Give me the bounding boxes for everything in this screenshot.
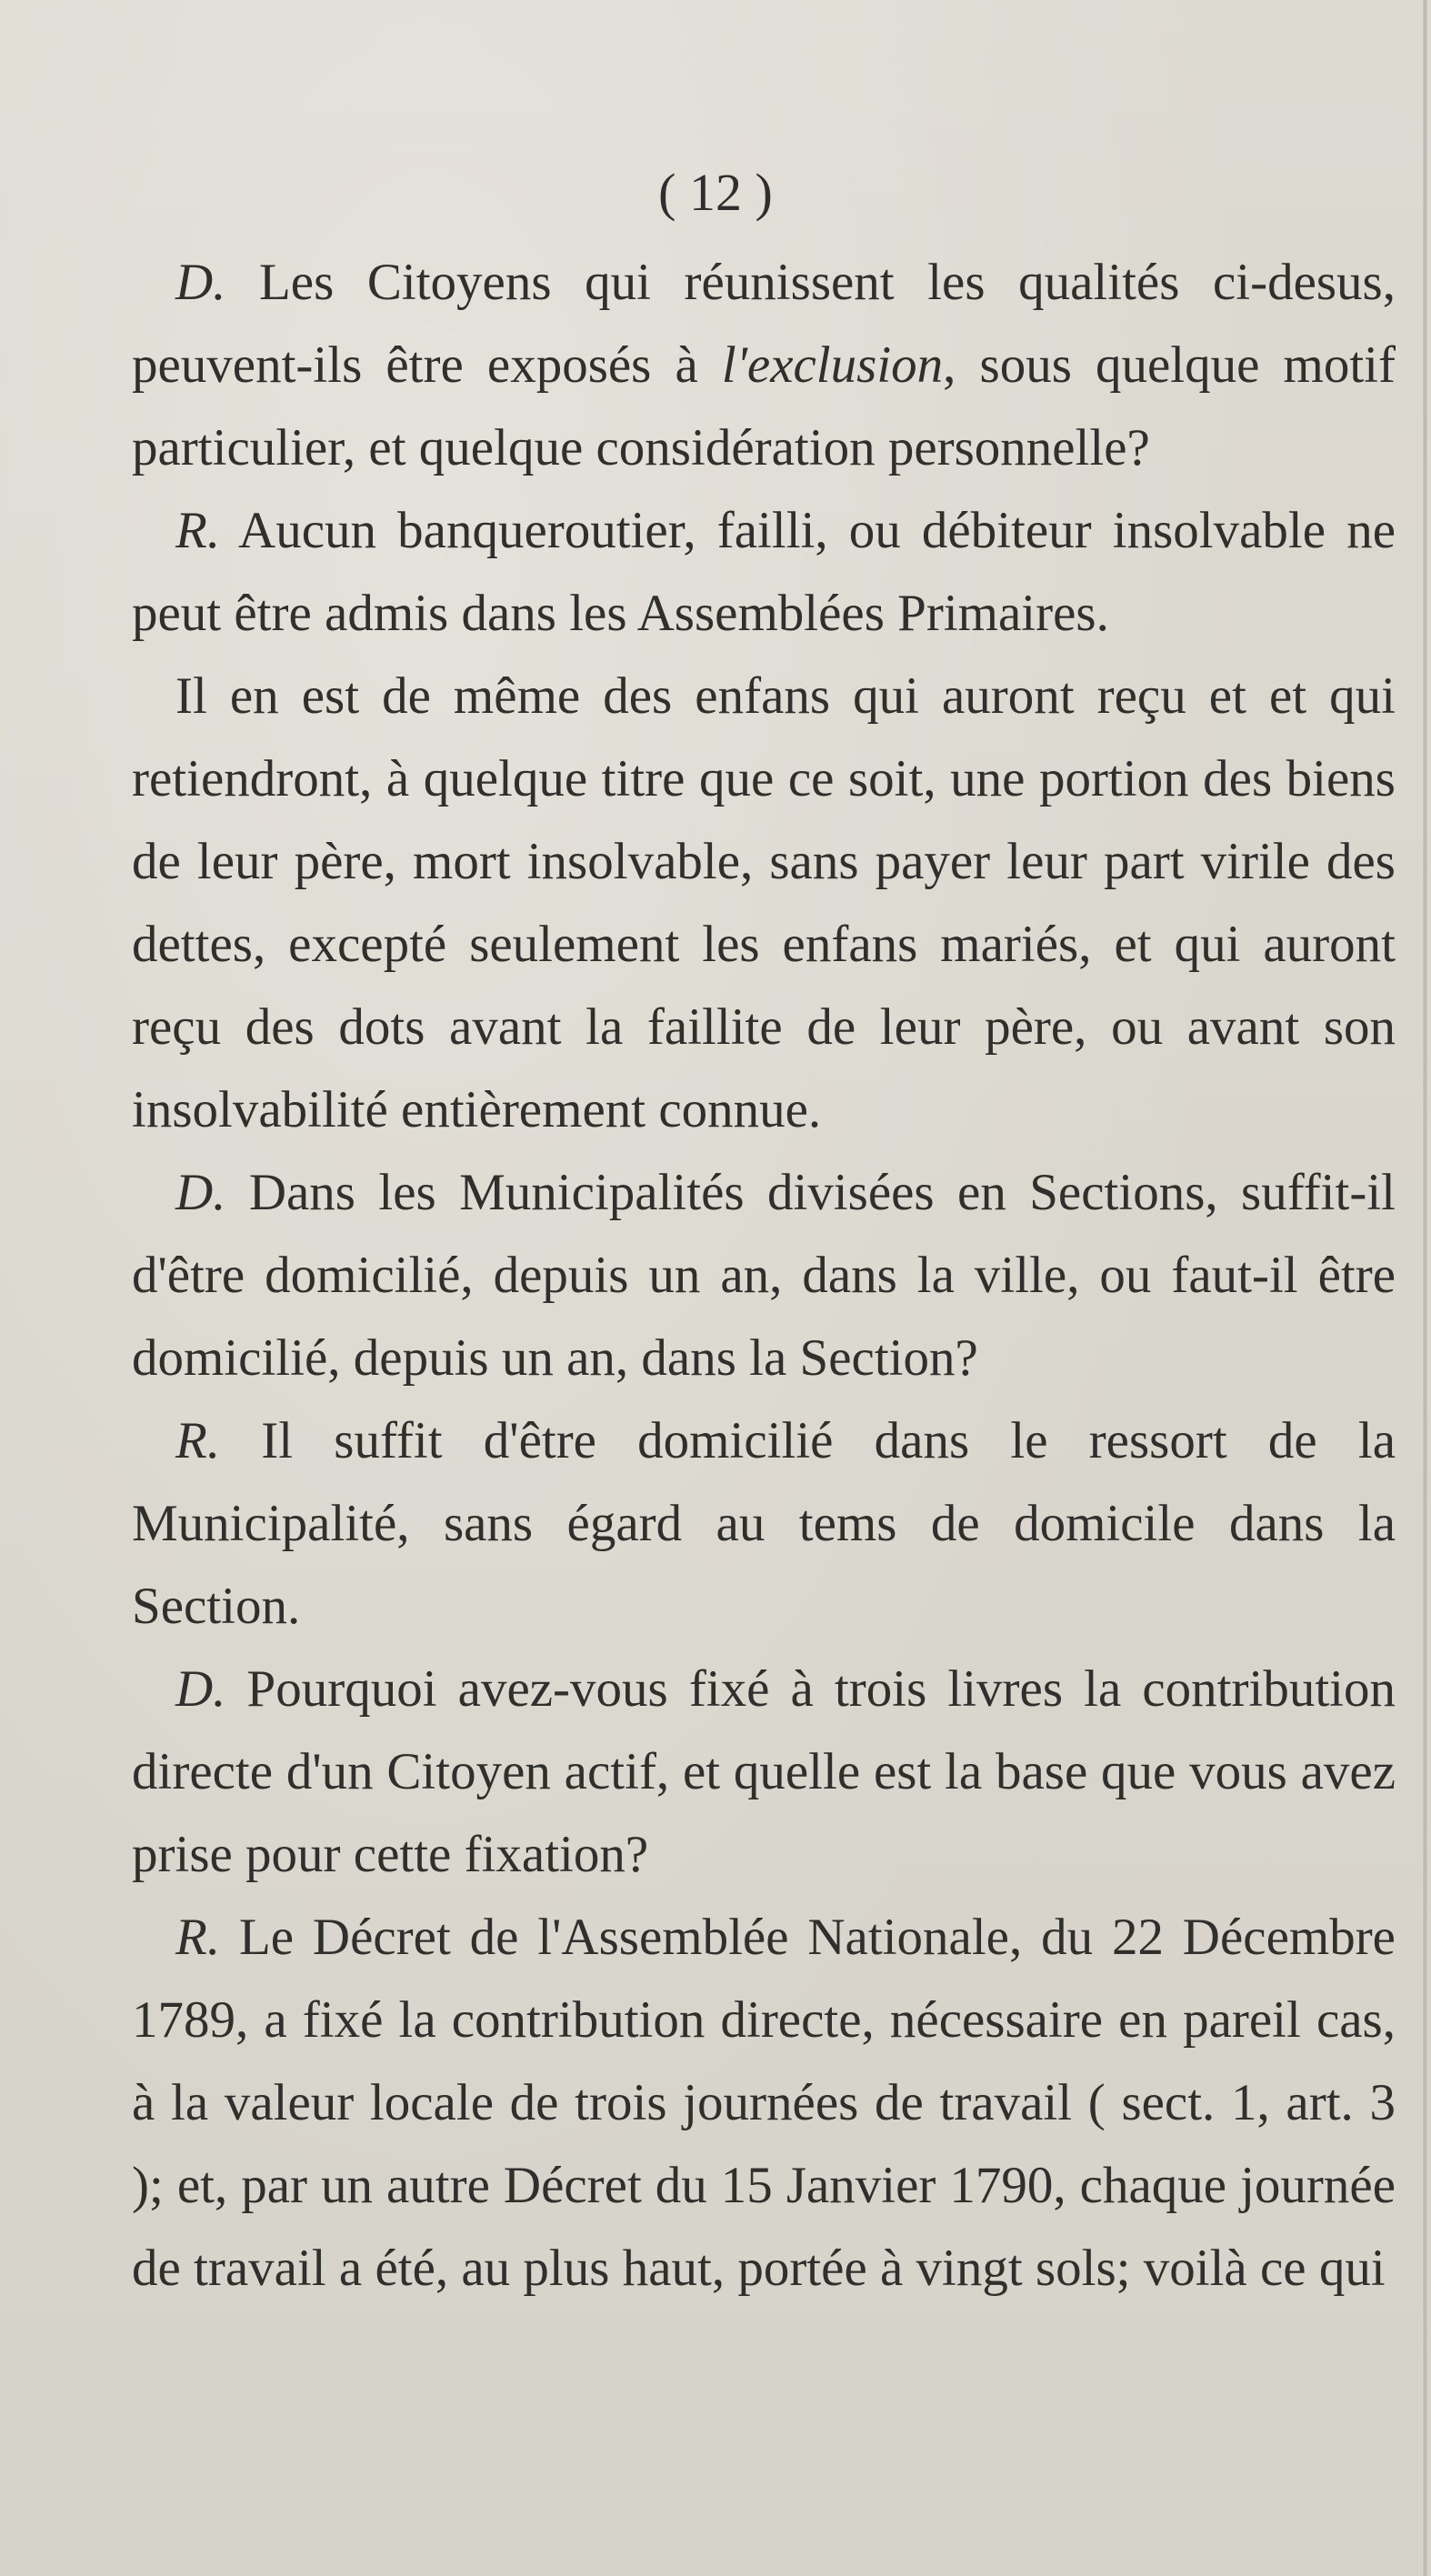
paragraph-text: Pourquoi avez-vous fixé à trois livres la contribution directe d'un Citoyen actif, et quelle est la base que vous avez prise pour cette fixation? bbox=[132, 1660, 1396, 1883]
paragraph-text: Dans les Municipalités divisées en Sections, suffit-il d'être domicilié, depuis un an, dans la ville, ou faut-il être domicilié, depuis un an, dans la Section? bbox=[132, 1164, 1396, 1387]
paragraph-text: Il en est de même des enfans qui auront reçu et et qui retiendront, à quelque titre que ce soit, une portion des biens de leur père, mort insolvable, sans payer leur part virile des dettes, excepté seulement les enfans mariés, et qui auront reçu des dots avant la faillite de leur père, ou avant son insolvabilité entièrement connue. bbox=[132, 667, 1396, 1138]
paragraph-text: Le Décret de l'Assemblée Nationale, du 22 Décembre 1789, a fixé la contribution directe, nécessaire en pareil cas, à la valeur locale de trois journées de travail ( sect. 1, art. 3 ); et, par un autre Décret du 15 Janvier 1790, chaque journée de travail a été, au plus haut, portée à vingt sols; voilà ce qui bbox=[132, 1909, 1396, 2297]
paragraph-question-contribution bbox=[132, 1648, 1396, 1896]
speaker-label: D. bbox=[175, 1164, 226, 1221]
paragraph-question-exclusion bbox=[132, 241, 1396, 489]
page-text bbox=[132, 241, 1396, 2310]
speaker-label: R. bbox=[175, 502, 221, 559]
speaker-label: R. bbox=[175, 1909, 221, 1966]
emphasis-text: l'exclusion bbox=[721, 336, 944, 394]
speaker-label: D. bbox=[175, 1660, 226, 1718]
speaker-label: R. bbox=[175, 1412, 221, 1469]
paragraph-question-sections bbox=[132, 1151, 1396, 1399]
paragraph-answer-decret bbox=[132, 1896, 1396, 2310]
paragraph-text: Aucun banqueroutier, failli, ou débiteur insolvable ne peut être admis dans les Assemblées Primaires. bbox=[132, 502, 1396, 642]
paragraph-text: Il suffit d'être domicilié dans le ressort de la Municipalité, sans égard au tems de domicile dans la Section. bbox=[132, 1412, 1396, 1635]
page-edge bbox=[1423, 0, 1427, 2576]
paragraph-text: Les Citoyens qui réunissent les qualités ci-desus, peuvent-ils être exposés à bbox=[132, 254, 1396, 394]
speaker-label: D. bbox=[175, 254, 226, 311]
paragraph-enfans bbox=[132, 655, 1396, 1151]
page-number: ( 12 ) bbox=[658, 163, 773, 222]
paragraph-answer-insolvable bbox=[132, 489, 1396, 655]
paragraph-text: , sous quelque motif particulier, et quelque considération personnelle? bbox=[132, 336, 1396, 476]
paragraph-answer-domicile bbox=[132, 1399, 1396, 1648]
